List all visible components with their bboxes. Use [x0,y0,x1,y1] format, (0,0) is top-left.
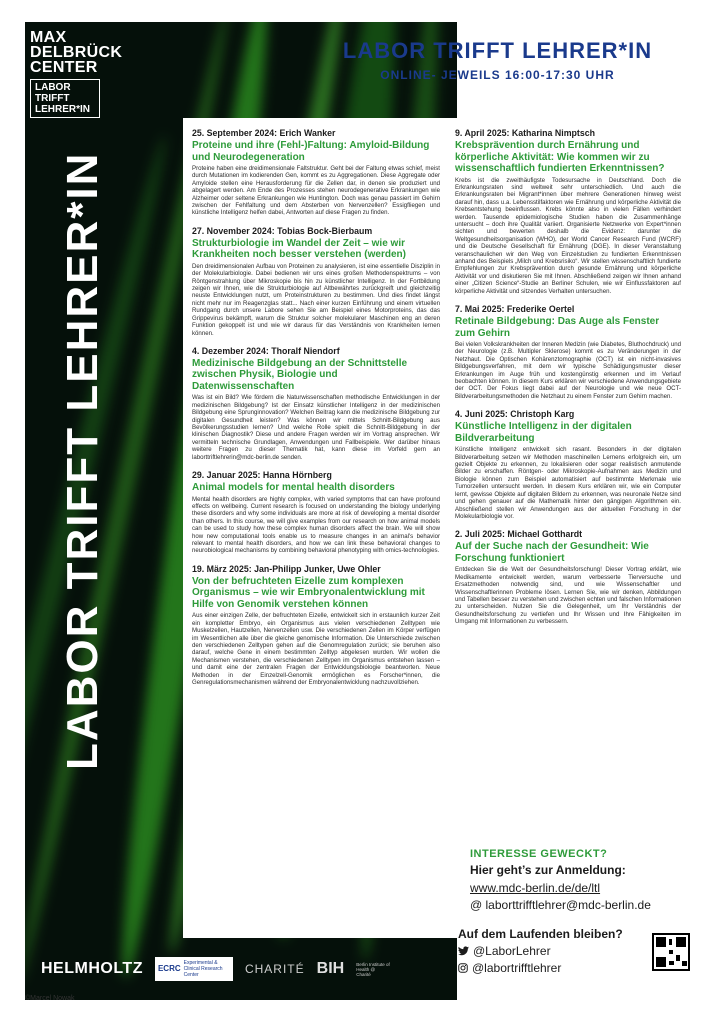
helmholtz-logo: HELMHOLTZ [41,960,143,977]
event-date: 4. Dezember 2024: Thoralf Niendorf [192,345,340,356]
event-date: 29. Januar 2025: Hanna Hörnberg [192,470,332,481]
event-description: Proteine haben eine dreidimensionale Faltstruktur. Geht bei der Faltung etwas schief, meist durch Mutationen im kodierenden Gen, kommt es zu Aggregationen. Diese Aggregate oder Amyloide stellen eine Herausforderung für die Zellen dar, in denen sie produziert und abgelagert werden. Am Ende des Prozesses stehen neurodegenerative Erkrankungen wie Alzheimer oder seltene Erkrankungen wie Huntington. Doch was genau passiert im Gehirn zwischen der Fehlfaltung und dem Absterben von Nervenzellen? Essigfliegen und künstliche Intelligenz helfen dabei, Antworten auf diese Fragen zu finden. [192,165,440,217]
logo-line-3: CENTER [30,59,98,76]
vertical-title: LABOR TRIFFT LEHRER*IN [58,151,107,770]
event-title: Künstliche Intelligenz in der digitalen Bildverarbeitung [455,421,632,444]
bih-logo: BIH [316,960,345,977]
event-description: Krebs ist die zweithäufigste Todesursache in Deutschland. Doch die Erkrankungsraten sind weltweit sehr unterschiedlich. Und auch die Erkrankungsraten bei Migrant*innen über mehrere Generationen hinweg weist darauf hin, dass u.a. Lebensstilfaktoren wie Ernährung und körperliche Aktivität die Krebsentstehung beeinflussen. Krebs könnte also in vielen Fällen verhindert werden. Tausende epidemiologische Studien haben die Zusammenhänge untersucht – doch ihre Qualität variiert. Organisierte Netzwerke von Expert*innen sichten und bewerten deshalb die Evidenz: darunter die Weltgesundheitsorganisation (WHO), der World Cancer Research Fund (WCRF) und die Deutsche Gesellschaft für Ernährung (DGE). In dieser Veranstaltung veranschaulichen wir den Weg von Einzelstudien zu fundierten Erkenntnissen anhand des Beispiels „Milch und Krebsrisiko“. Wir stellen wissenschaftlich fundierte Empfehlungen zur Krebsprävention durch gesunde Ernährung und körperliche Aktivität vor und diskutieren Sie mit Ihnen. Abschließend zeigen wir Ihnen anhand einer „Citizen Science“-Studie an Berliner Schulen, wie wir Einflussfaktoren auf körperliche Aktivität und sitzendes Verhalten untersuchen. [455,176,681,295]
logo-sub-2: LEHRER*IN [35,104,91,115]
registration-block [470,848,690,912]
event-title: Von der befruchteten Eizelle zum komplexen Organismus – wie wir Embryonalentwicklung mit Hilfe von Genomik verstehen können [192,575,425,610]
event-item [192,470,440,555]
ecrc-logo [155,957,233,981]
event-date: 27. November 2024: Tobias Bock-Bierbaum [192,225,373,236]
twitter-handle: @LaborLehrer [473,944,551,958]
event-date: 2. Juli 2025: Michael Gotthardt [455,529,583,540]
event-item [192,226,440,337]
event-description: Was ist ein Bild? Wie fördern die Naturwissenschaften methodische Entwicklungen in der medizinischen Bildgebung? Ist der Einsatz künstlicher Intelligenz in der medizinischen Bildgebung eine Sprunginnovation? Welchen Beitrag kann die medizinische Bildgebung zur digitalen Gesundheit leisten? Was können wir mittels Schnitt-Bildgebung aus Bevölkerungsstudien lernen? Und welche Rolle spielt die Schnitt-Bildgebung in der klinischen Diagnostik? Diese und andere Fragen werden wir im Vortrag ansprechen. Wir vermitteln technische Grundlagen, Anwendungen und Fallbeispiele. Wer darüber hinaus weitere Fragen zu dieser Thematik hat, kann diese im Vorfeld gern an laborttriftlehrerin@mdc-berlin.de senden. [192,394,440,461]
event-item [455,529,681,625]
right-event-column [455,128,681,635]
event-item [192,564,440,687]
event-title: Krebsprävention durch Ernährung und körperliche Aktivität: Wie kommen wir zu wissenschaftlich fundierten Erkenntnissen? [455,140,665,174]
twitter-icon [458,946,469,956]
event-date: 4. Juni 2025: Christoph Karg [455,409,575,420]
event-item [455,128,681,295]
event-title: Strukturbiologie im Wandel der Zeit – wie wir Krankheiten noch besser verstehen (werden) [192,237,406,261]
ecrc-short: ECRC [157,964,181,973]
twitter-row[interactable] [458,944,658,958]
interest-question: INTERESSE GEWECKT? [470,848,608,860]
photo-credit: ©Marcel Nowak [25,995,75,1002]
event-title: Retinale Bildgebung: Das Auge als Fenster zum Gehirn [455,316,660,339]
instagram-icon [458,963,468,973]
social-block [458,927,658,975]
ecrc-long: Experimental & Clinical Research Center [183,960,223,978]
event-date: 25. September 2024: Erich Wanker [192,128,336,138]
event-title: Proteine und ihre (Fehl-)Faltung: Amyloid-Bildung und Neurodegeneration [192,140,430,163]
left-event-column [192,128,440,695]
page-header [300,38,695,82]
contact-email[interactable]: @ laborttrifftlehrer@mdc-berlin.de [470,898,651,912]
event-item [455,409,681,520]
registration-link[interactable]: www.mdc-berlin.de/de/ltl [470,881,601,895]
event-date: 9. April 2025: Katharina Nimptsch [455,128,595,138]
page-subtitle: ONLINE- JEWEILS 16:00-17:30 UHR [380,68,615,82]
registration-label: Hier geht’s zur Anmeldung: [470,863,626,877]
bih-long: Berlin Institute of Health @ Charité [356,961,390,977]
event-title: Auf der Suche nach der Gesundheit: Wie Forschung funktioniert [455,541,649,564]
event-title: Animal models for mental health disorders [192,482,395,494]
event-description: Bei vielen Volkskrankheiten der Inneren Medizin (wie Diabetes, Bluthochdruck) und der Neurologie (z.B. Multipler Sklerose) kommt es zu Veränderungen in der Netzhaut. Die Optischen Kohärenztomographie (OCT) ist ein nicht-invasives Bildgebungsverfahren, mit dem wir typische Schädigungsmuster dieser Erkrankungen im Auge früh und kostengünstig erkennen und im Verlauf beobachten können. In diesem Kurs erklären wir verschiedene Anwendungsgebiete der OCT. Der Fokus liegt dabei auf der Neurologie und wie neue OCT-Bildverarbeitungsmethoden die Netzhaut zu einem Fenster zum Gehirn machen. [455,341,681,400]
logo-program-box [30,79,100,118]
event-description: Aus einer einzigen Zelle, der befruchteten Eizelle, entwickelt sich in erstaunlich kurzer Zeit ein kompletter Embryo, ein Organismus aus vielen verschiedenen Zelltypen wie Muskelzellen, Hautzellen, Nervenzellen usw. Die verschiedenen Zellen im Körper verfügen im Wesentlichen alle über die gleiche genomische Information. Die Unterschiede zwischen den verschiedenen Zelltypen gehen auf die Genomregulation zurück; sie beruhen also darauf, welche Gene in einem bestimmten Zelltyp abgelesen wurden. Wir wollen die Mechanismen verstehen, die verschiedenen Zelltypen im Organismus entstehen lassen – und damit eine der zentralen Fragen der Entwicklungsbiologie beantworten. Neue Methoden in der Einzelzell-Genomik ermöglichen es Forscher*innen, die Genregulationsmechanismen während der Embryonalentwicklung nachzuvollziehen. [192,612,440,686]
page-title: LABOR TRIFFT LEHRER*IN [342,38,653,63]
logo-line-2: DELBRÜCK [30,44,123,61]
logo-sub-1: LABOR TRIFFT [35,82,71,104]
event-description: Künstliche Intelligenz entwickelt sich rasant. Besonders in der digitalen Bildverarbeitung setzen wir Methoden maschinellen Lernens erfolgreich ein, um gezielt Objekte zu erkennen, zu lokalisieren oder sogar realistisch anmutende Bilder zu erschaffen. Röntgen- oder Mikroskopie-Aufnahmen aus Medizin und Biologie können zum Beispiel automatisiert auf bestimmte Merkmale wie Tumorzellen untersucht werden. In diesem Kurs erklären wir, wie ein Computer lernt, gewisse Objekte auf digitalen Bildern zu erkennen, was neuronale Netze sind und gehen genauer auf die Mathematik hinter den gängigen Algorithmen ein. Abschließend stellen wir Anwendungen aus der aktuellen Forschung in der Molekularbiologie vor. [455,446,681,520]
partner-logos [25,945,457,993]
event-description: Mental health disorders are highly complex, with varied symptoms that can have profound effects on wellbeing. Current research is focused on understanding the biology underlying these disorders and why some individuals are more at risk of developing a mental disorder than others. In this course, we will give examples from our research on how animal models can be used to study how these complex human disorders affect the brain. We will show how new computational tools enable us to measure changes in an animal's behavior relevant to mental health disorders, and how we can link these behavioral changes to neurobiological mechanisms by combining behavioral phenotyping with omics-technologies. [192,495,440,555]
logo-line-1: MAX [30,29,67,46]
event-description: Den dreidimensionalen Aufbau von Proteinen zu analysieren, ist eine essentielle Disziplin in der Molekularbiologie. Dabei bedienen wir uns eines großen Methodenspektrums – von Röntgenstrahlung über Mikroskopie bis hin zu künstlicher Intelligenz. In der Fortbildung zeigen wir Ihnen, wie die Strukturbiologie auf Altbewährtes zurückgreift und gleichzeitig neuste Entwicklungen nutzt, um Proteinstrukturen zu bestimmen. Und dies findet längst nicht mehr nur im Reagenzglas statt... Nach einer kurzen Einführung und einem virtuellen Rundgang durch unsere Labore sehen Sie am Beispiel eines Motorproteins, das das Grippevirus bekämpft, warum die Struktur solcher molekularer Maschinen eng an deren Funktion gekoppelt ist und wie wir daraus für das Verständnis von Krankheiten lernen können. [192,262,440,337]
instagram-row[interactable] [458,961,658,975]
qr-code[interactable] [652,933,690,971]
event-description: Entdecken Sie die Welt der Gesundheitsforschung! Dieser Vortrag erklärt, wie Medikamente entwickelt werden, warum verbesserte Tierversuche und Ersatzmethoden notwendig sind, und wie Wissenschaftler und Wissenschaftlerinnen Probleme lösen. Lernen Sie, wie wir denken, Abbildungen und Tabellen besser zu verstehen und zwischen echten und falschen Informationen zu unterscheiden. Nutzen Sie die Gelegenheit, um Ihr Verständnis der Gesundheitsforschung zu vertiefen und Ihr Wissen und Ihre Fähigkeiten im Umgang mit Informationen zu verbessern. [455,566,681,626]
event-item [192,346,440,461]
event-date: 7. Mai 2025: Frederike Oertel [455,304,575,314]
charite-logo: CHARITÉ [244,962,305,976]
social-heading: Auf dem Laufenden bleiben? [458,927,623,941]
mdc-logo [30,30,130,118]
event-date: 19. März 2025: Jan-Philipp Junker, Uwe Ohler [192,563,381,574]
instagram-handle: @labortrifftlehrer [472,961,562,975]
event-title: Medizinische Bildgebung an der Schnittstelle zwischen Physik, Biologie und Datenwissenschaften [192,357,408,392]
event-item [455,304,681,400]
event-item [192,128,440,217]
